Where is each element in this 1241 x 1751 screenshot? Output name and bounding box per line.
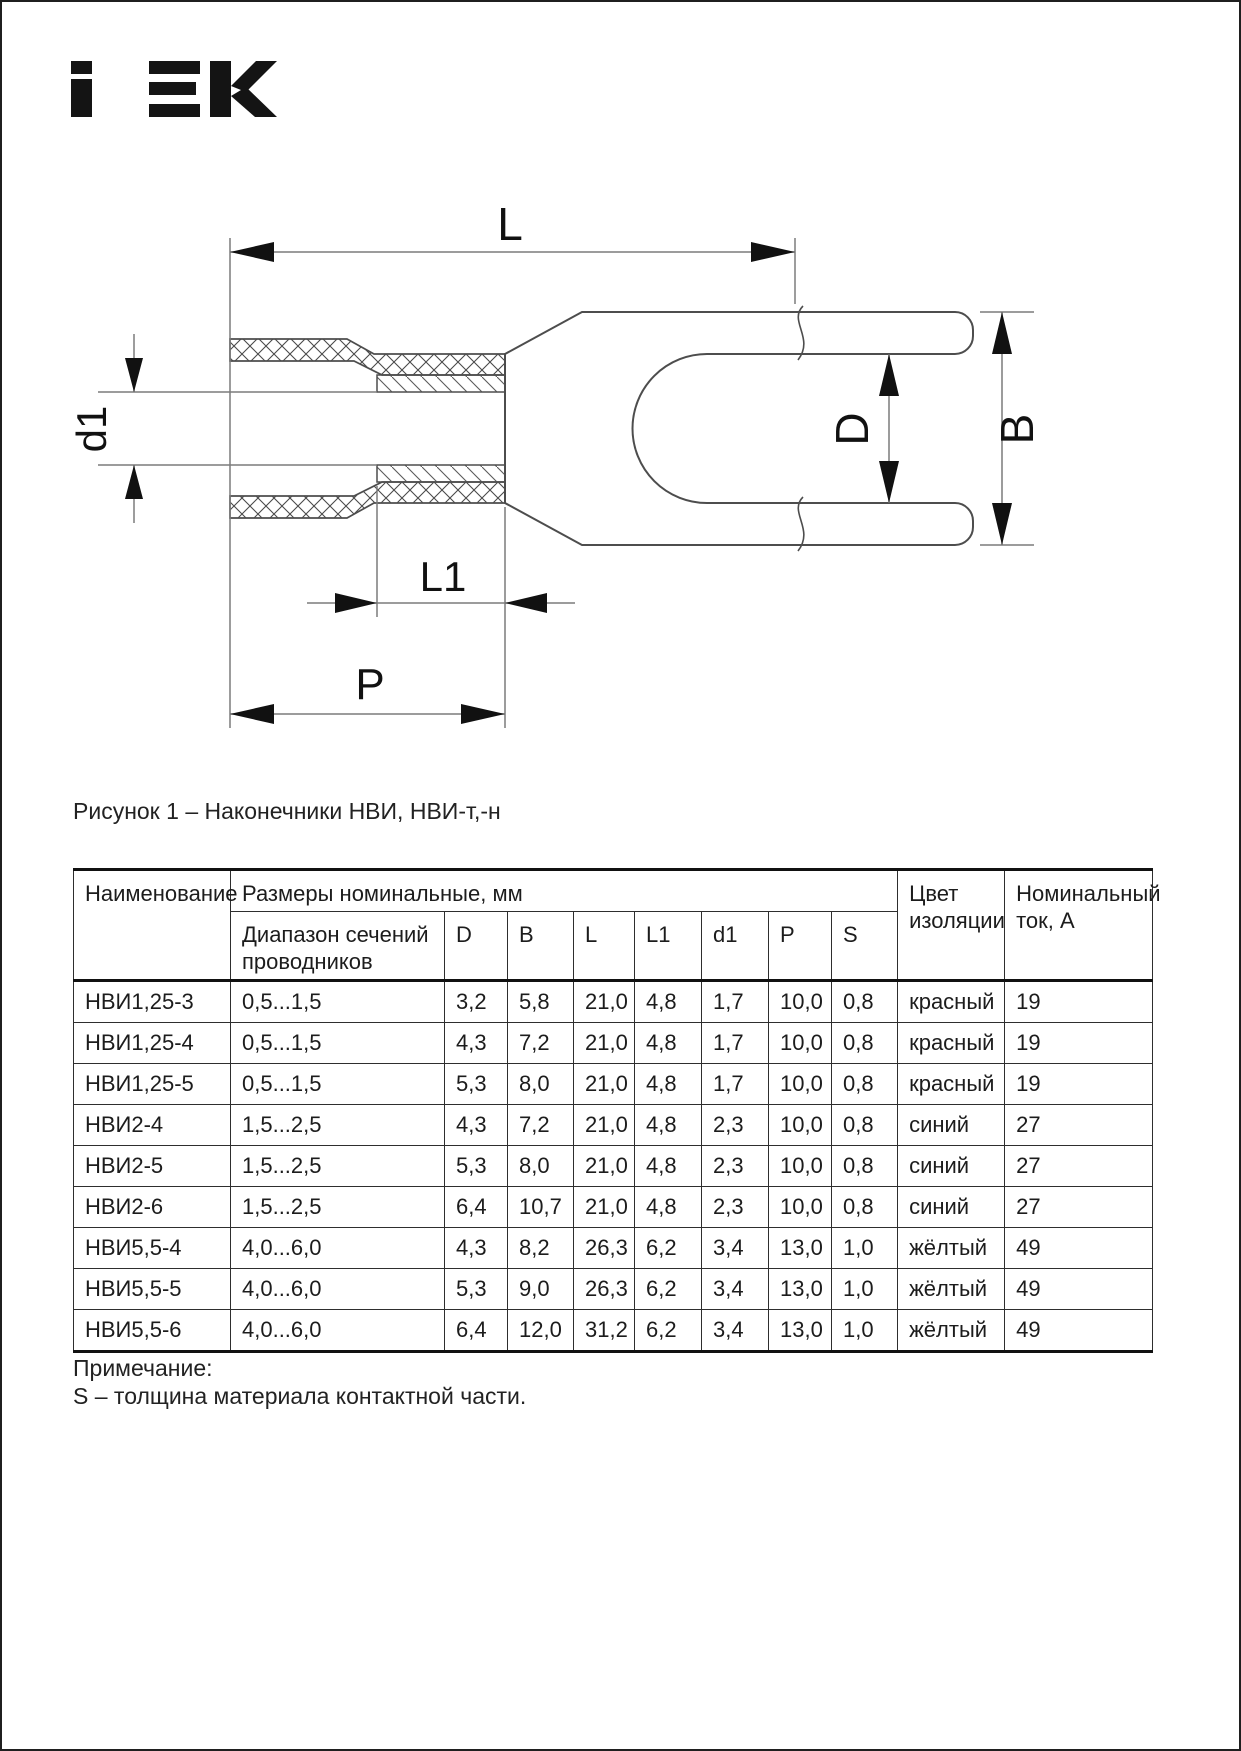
table-cell: 19 (1005, 1064, 1153, 1105)
header-range: Диапазон сечений проводников (231, 912, 445, 981)
table-cell: 4,8 (635, 1064, 702, 1105)
table-row (74, 1269, 1153, 1310)
table-cell: жёлтый (898, 1269, 1005, 1310)
table-cell: красный (898, 1064, 1005, 1105)
table-cell: 6,2 (635, 1310, 702, 1352)
table-cell: 0,8 (832, 1105, 898, 1146)
arrow-P-right (461, 704, 505, 724)
arrow-D-top (879, 354, 899, 396)
table-cell: 3,4 (702, 1228, 769, 1269)
table-cell: 0,8 (832, 1187, 898, 1228)
arrow-B-bottom (992, 503, 1012, 545)
table-cell: 2,3 (702, 1187, 769, 1228)
table-cell: 12,0 (508, 1310, 574, 1352)
table-cell: НВИ2-4 (74, 1105, 231, 1146)
table-cell: 4,8 (635, 1023, 702, 1064)
arrow-L1-left (335, 593, 377, 613)
table-cell: 2,3 (702, 1146, 769, 1187)
table-cell: 49 (1005, 1269, 1153, 1310)
barrel-wall-bottom (377, 465, 505, 482)
table-cell: 1,0 (832, 1269, 898, 1310)
table-cell: 7,2 (508, 1105, 574, 1146)
table-row (74, 1105, 1153, 1146)
table-cell: 3,4 (702, 1269, 769, 1310)
arrow-L-left (230, 242, 274, 262)
table-cell: 10,7 (508, 1187, 574, 1228)
table-cell: 1,5...2,5 (231, 1105, 445, 1146)
spec-table (73, 868, 1161, 1353)
header-P: P (769, 912, 832, 981)
table-cell: 13,0 (769, 1310, 832, 1352)
header-dimensions: Размеры номинальные, мм (231, 870, 898, 912)
sleeve-insulation-bottom (230, 482, 505, 518)
header-B: B (508, 912, 574, 981)
table-cell: 6,4 (445, 1187, 508, 1228)
table-cell: 27 (1005, 1105, 1153, 1146)
table-body (74, 981, 1153, 1352)
table-cell: 0,5...1,5 (231, 1023, 445, 1064)
table-row (74, 981, 1153, 1023)
table-row (74, 1310, 1153, 1352)
arrow-D-bottom (879, 461, 899, 503)
table-cell: 21,0 (574, 1105, 635, 1146)
table-cell: 10,0 (769, 981, 832, 1023)
note-text: S – толщина материала контактной части. (73, 1383, 527, 1409)
table-cell: 7,2 (508, 1023, 574, 1064)
table-cell: НВИ2-5 (74, 1146, 231, 1187)
table-cell: 21,0 (574, 1146, 635, 1187)
header-color: Цвет изоляции (898, 870, 1005, 981)
dim-label-d1: d1 (68, 405, 115, 453)
header-S: S (832, 912, 898, 981)
table-cell: 6,2 (635, 1269, 702, 1310)
header-d1: d1 (702, 912, 769, 981)
table-cell: 4,3 (445, 1023, 508, 1064)
table-cell: 49 (1005, 1228, 1153, 1269)
table-cell: 5,3 (445, 1064, 508, 1105)
header-L1: L1 (635, 912, 702, 981)
table-cell: 4,0...6,0 (231, 1269, 445, 1310)
table-cell: 6,2 (635, 1228, 702, 1269)
dim-label-L1: L1 (419, 553, 467, 600)
table-cell: 27 (1005, 1146, 1153, 1187)
figure-caption: Рисунок 1 – Наконечники НВИ, НВИ-т,-н (73, 798, 501, 824)
table-cell: жёлтый (898, 1310, 1005, 1352)
table-cell: 8,0 (508, 1146, 574, 1187)
table-cell: 4,8 (635, 1105, 702, 1146)
table-cell: НВИ2-6 (74, 1187, 231, 1228)
table-cell: НВИ5,5-4 (74, 1228, 231, 1269)
table-cell: 4,3 (445, 1228, 508, 1269)
table-cell: 21,0 (574, 1187, 635, 1228)
table-row (74, 1023, 1153, 1064)
table-cell: 4,0...6,0 (231, 1228, 445, 1269)
table-cell: 4,8 (635, 1187, 702, 1228)
table-cell: 8,2 (508, 1228, 574, 1269)
table-row (74, 1187, 1153, 1228)
header-L: L (574, 912, 635, 981)
note-block (73, 1354, 973, 1410)
table-cell: 1,0 (832, 1310, 898, 1352)
dim-label-P: P (355, 660, 385, 709)
table-cell: НВИ1,25-4 (74, 1023, 231, 1064)
header-name: Наименование (74, 870, 231, 981)
dim-label-B: B (991, 413, 1043, 445)
table-cell: 10,0 (769, 1023, 832, 1064)
table-cell: 13,0 (769, 1228, 832, 1269)
table-cell: 10,0 (769, 1146, 832, 1187)
table-cell: НВИ1,25-5 (74, 1064, 231, 1105)
table-cell: 0,5...1,5 (231, 1064, 445, 1105)
table-cell: НВИ5,5-5 (74, 1269, 231, 1310)
table-cell: 0,8 (832, 1064, 898, 1105)
terminal-drawing (2, 2, 1241, 762)
table-cell: 21,0 (574, 1064, 635, 1105)
table-cell: 5,8 (508, 981, 574, 1023)
barrel-wall-top (377, 375, 505, 392)
table-cell: 5,3 (445, 1146, 508, 1187)
table-cell: 0,8 (832, 1146, 898, 1187)
table-cell: синий (898, 1146, 1005, 1187)
arrow-L1-right (505, 593, 547, 613)
table-cell: 4,8 (635, 1146, 702, 1187)
table-cell: 31,2 (574, 1310, 635, 1352)
table-row (74, 1228, 1153, 1269)
table-cell: жёлтый (898, 1228, 1005, 1269)
table-cell: 21,0 (574, 1023, 635, 1064)
table-cell: 1,5...2,5 (231, 1187, 445, 1228)
table-cell: 5,3 (445, 1269, 508, 1310)
dim-label-L: L (497, 198, 523, 250)
sleeve-insulation-top (230, 339, 505, 375)
table-cell: 3,2 (445, 981, 508, 1023)
table-cell: НВИ5,5-6 (74, 1310, 231, 1352)
table-cell: 2,3 (702, 1105, 769, 1146)
arrow-P-left (230, 704, 274, 724)
table-cell: 49 (1005, 1310, 1153, 1352)
table-cell: синий (898, 1187, 1005, 1228)
table-cell: 26,3 (574, 1269, 635, 1310)
table-cell: 1,7 (702, 981, 769, 1023)
table-cell: 0,8 (832, 1023, 898, 1064)
arrow-d1-top (125, 358, 143, 392)
table-cell: 10,0 (769, 1187, 832, 1228)
table-cell: 0,8 (832, 981, 898, 1023)
table-cell: 4,3 (445, 1105, 508, 1146)
table-cell: 4,0...6,0 (231, 1310, 445, 1352)
table-cell: 9,0 (508, 1269, 574, 1310)
table-cell: 26,3 (574, 1228, 635, 1269)
header-D: D (445, 912, 508, 981)
arrow-L-right (751, 242, 795, 262)
table-cell: 0,5...1,5 (231, 981, 445, 1023)
table-row (74, 1064, 1153, 1105)
table-cell: 27 (1005, 1187, 1153, 1228)
arrow-B-top (992, 312, 1012, 354)
fork-outline (505, 312, 973, 545)
table-cell: 4,8 (635, 981, 702, 1023)
arrow-d1-bottom (125, 465, 143, 499)
table-header-row-1 (74, 870, 1153, 912)
table-cell: 1,7 (702, 1023, 769, 1064)
table-cell: 3,4 (702, 1310, 769, 1352)
table-row (74, 1146, 1153, 1187)
table-cell: красный (898, 1023, 1005, 1064)
table-cell: 19 (1005, 1023, 1153, 1064)
table-cell: 10,0 (769, 1064, 832, 1105)
table-cell: 10,0 (769, 1105, 832, 1146)
header-current: Номинальный ток, А (1005, 870, 1153, 981)
note-title: Примечание: (73, 1355, 213, 1381)
table-cell: 1,0 (832, 1228, 898, 1269)
table-cell: 8,0 (508, 1064, 574, 1105)
table-cell: синий (898, 1105, 1005, 1146)
table-cell: 21,0 (574, 981, 635, 1023)
dim-label-D: D (826, 412, 878, 446)
table-cell: красный (898, 981, 1005, 1023)
table-cell: 13,0 (769, 1269, 832, 1310)
table-cell: 6,4 (445, 1310, 508, 1352)
table-cell: НВИ1,25-3 (74, 981, 231, 1023)
table-cell: 1,7 (702, 1064, 769, 1105)
table-cell: 19 (1005, 981, 1153, 1023)
table-cell: 1,5...2,5 (231, 1146, 445, 1187)
